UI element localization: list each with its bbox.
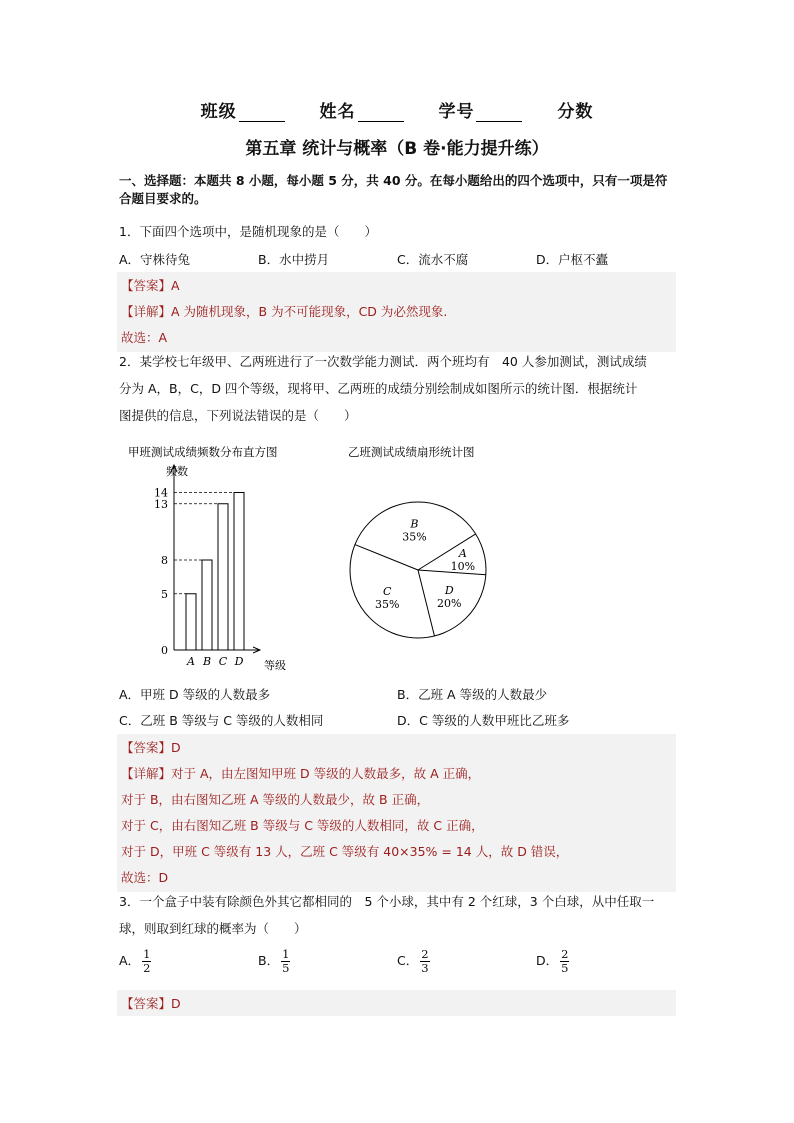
q2-stem-line-2: 分为 A，B，C，D 四个等级，现将甲、乙两班的成绩分别绘制成如图所示的统计图．根据统计 bbox=[119, 381, 638, 396]
q3-option-c-den: 3 bbox=[421, 961, 429, 975]
q2-stem-line-1: 2．某学校七年级甲、乙两班进行了一次数学能力测试．两个班均有 40 人参加测试，测试成绩 bbox=[119, 354, 647, 369]
q3-option-c bbox=[397, 948, 430, 975]
q3-answer: 【答案】D bbox=[121, 996, 181, 1011]
q2-option-d: D．C 等级的人数甲班比乙班多 bbox=[397, 713, 570, 728]
bar-y-tick-label: 8 bbox=[161, 554, 168, 567]
bar-y-tick-label: 0 bbox=[161, 644, 168, 657]
bar-B bbox=[202, 560, 212, 650]
q3-option-d-den: 5 bbox=[561, 961, 569, 975]
q3-option-d-fraction bbox=[560, 948, 569, 975]
q3-option-a-den: 2 bbox=[143, 961, 151, 975]
bar-chart-title: 甲班测试成绩频数分布直方图 bbox=[128, 445, 278, 459]
bar-y-tick-label: 5 bbox=[161, 587, 168, 601]
bar-x-tick-label: B bbox=[202, 655, 212, 668]
q3-option-a-label: A． bbox=[119, 953, 141, 968]
q3-answer-box bbox=[117, 990, 676, 1016]
pie-label: D bbox=[444, 584, 454, 598]
bar-x-tick-label: D bbox=[234, 655, 244, 668]
q2-choose: 故选：D bbox=[121, 870, 169, 885]
q3-stem-line-2: 球，则取到红球的概率为（ ） bbox=[119, 921, 307, 936]
q1-option-c: C．流水不腐 bbox=[397, 252, 469, 267]
q2-detail-line-3: 对于 C，由右图知乙班 B 等级与 C 等级的人数相同，故 C 正确， bbox=[121, 818, 484, 833]
pie-label: B bbox=[410, 517, 419, 531]
q1-stem: 1．下面四个选项中，是随机现象的是（ ） bbox=[119, 224, 377, 239]
bar-x-tick-label: C bbox=[218, 655, 228, 668]
name-blank[interactable] bbox=[358, 103, 404, 122]
q2-answer-box bbox=[117, 734, 676, 892]
q3-option-c-num: 2 bbox=[421, 947, 429, 961]
pie-value-label: 10% bbox=[450, 559, 476, 573]
q2-option-b: B．乙班 A 等级的人数最少 bbox=[397, 687, 548, 702]
bar-C bbox=[218, 504, 228, 650]
q3-option-b-num: 1 bbox=[282, 947, 290, 961]
pie-value-label: 35% bbox=[402, 530, 427, 544]
q3-option-a-num: 1 bbox=[143, 947, 151, 961]
q3-option-b bbox=[258, 948, 290, 975]
class-label: 班级 bbox=[200, 102, 237, 122]
pie-label: A bbox=[458, 546, 467, 560]
score-label: 分数 bbox=[557, 102, 594, 122]
section-heading: 一、选择题：本题共 8 小题，每小题 5 分，共 40 分。在每小题给出的四个选项中，只有一项是符合题目要求的。 bbox=[119, 173, 668, 206]
class-blank[interactable] bbox=[239, 103, 285, 122]
q3-option-b-label: B． bbox=[258, 953, 280, 968]
bar-y-tick-label: 13 bbox=[154, 497, 168, 511]
student-info-header bbox=[0, 97, 794, 122]
q1-choose: 故选：A bbox=[121, 330, 168, 345]
bar-x-tick-label: A bbox=[187, 655, 195, 668]
q3-option-d-label: D． bbox=[536, 953, 559, 968]
pie-label: C bbox=[382, 584, 392, 598]
q1-detail: 【详解】A 为随机现象，B 为不可能现象，CD 为必然现象. bbox=[121, 304, 448, 319]
bar-D bbox=[234, 493, 244, 651]
id-blank[interactable] bbox=[476, 103, 522, 122]
q3-option-b-fraction bbox=[281, 948, 290, 975]
q2-answer: 【答案】D bbox=[121, 740, 181, 755]
page-title: 第五章 统计与概率（B 卷·能力提升练） bbox=[245, 139, 549, 159]
q2-detail-line-4: 对于 D，甲班 C 等级有 13 人，乙班 C 等级有 40×35% = 14 人，故 D 错误， bbox=[121, 844, 569, 859]
bar-y-tick-label: 14 bbox=[154, 486, 168, 500]
pie-value-label: 20% bbox=[437, 597, 462, 611]
pie-value-label: 35% bbox=[374, 597, 400, 611]
q3-option-a bbox=[119, 948, 151, 975]
q2-option-c: C．乙班 B 等级与 C 等级的人数相同 bbox=[119, 713, 324, 728]
q2-detail-line-2: 对于 B，由右图知乙班 A 等级的人数最少，故 B 正确， bbox=[121, 792, 430, 807]
bar-chart-xlabel: 等级 bbox=[264, 659, 286, 672]
q1-option-d: D．户枢不蠹 bbox=[536, 252, 609, 267]
q3-stem-line-1: 3．一个盒子中装有除颜色外其它都相同的 5 个小球，其中有 2 个红球，3 个白球，从中任取一 bbox=[119, 894, 655, 909]
q3-option-c-fraction bbox=[420, 948, 429, 975]
q3-option-d-num: 2 bbox=[561, 947, 569, 961]
q2-detail-line-1: 【详解】对于 A，由左图知甲班 D 等级的人数最多，故 A 正确， bbox=[121, 766, 481, 781]
name-label: 姓名 bbox=[319, 102, 356, 122]
bar-A bbox=[186, 594, 196, 650]
q3-option-c-label: C． bbox=[397, 953, 419, 968]
q2-stem-line-3: 图提供的信息，下列说法错误的是（ ） bbox=[119, 408, 357, 423]
q1-answer: 【答案】A bbox=[121, 278, 180, 293]
bar-chart-ylabel: 频数 bbox=[166, 465, 188, 478]
q3-option-a-fraction bbox=[142, 948, 151, 975]
q1-option-b: B．水中捞月 bbox=[258, 252, 330, 267]
q3-option-b-den: 5 bbox=[282, 961, 290, 975]
bar-chart bbox=[110, 440, 320, 675]
pie-chart-title: 乙班测试成绩扇形统计图 bbox=[348, 445, 475, 459]
q1-option-a: A．守株待兔 bbox=[119, 252, 191, 267]
id-label: 学号 bbox=[438, 102, 475, 122]
q2-option-a: A．甲班 D 等级的人数最多 bbox=[119, 687, 271, 702]
pie-chart bbox=[340, 440, 520, 650]
q3-option-d bbox=[536, 948, 569, 975]
